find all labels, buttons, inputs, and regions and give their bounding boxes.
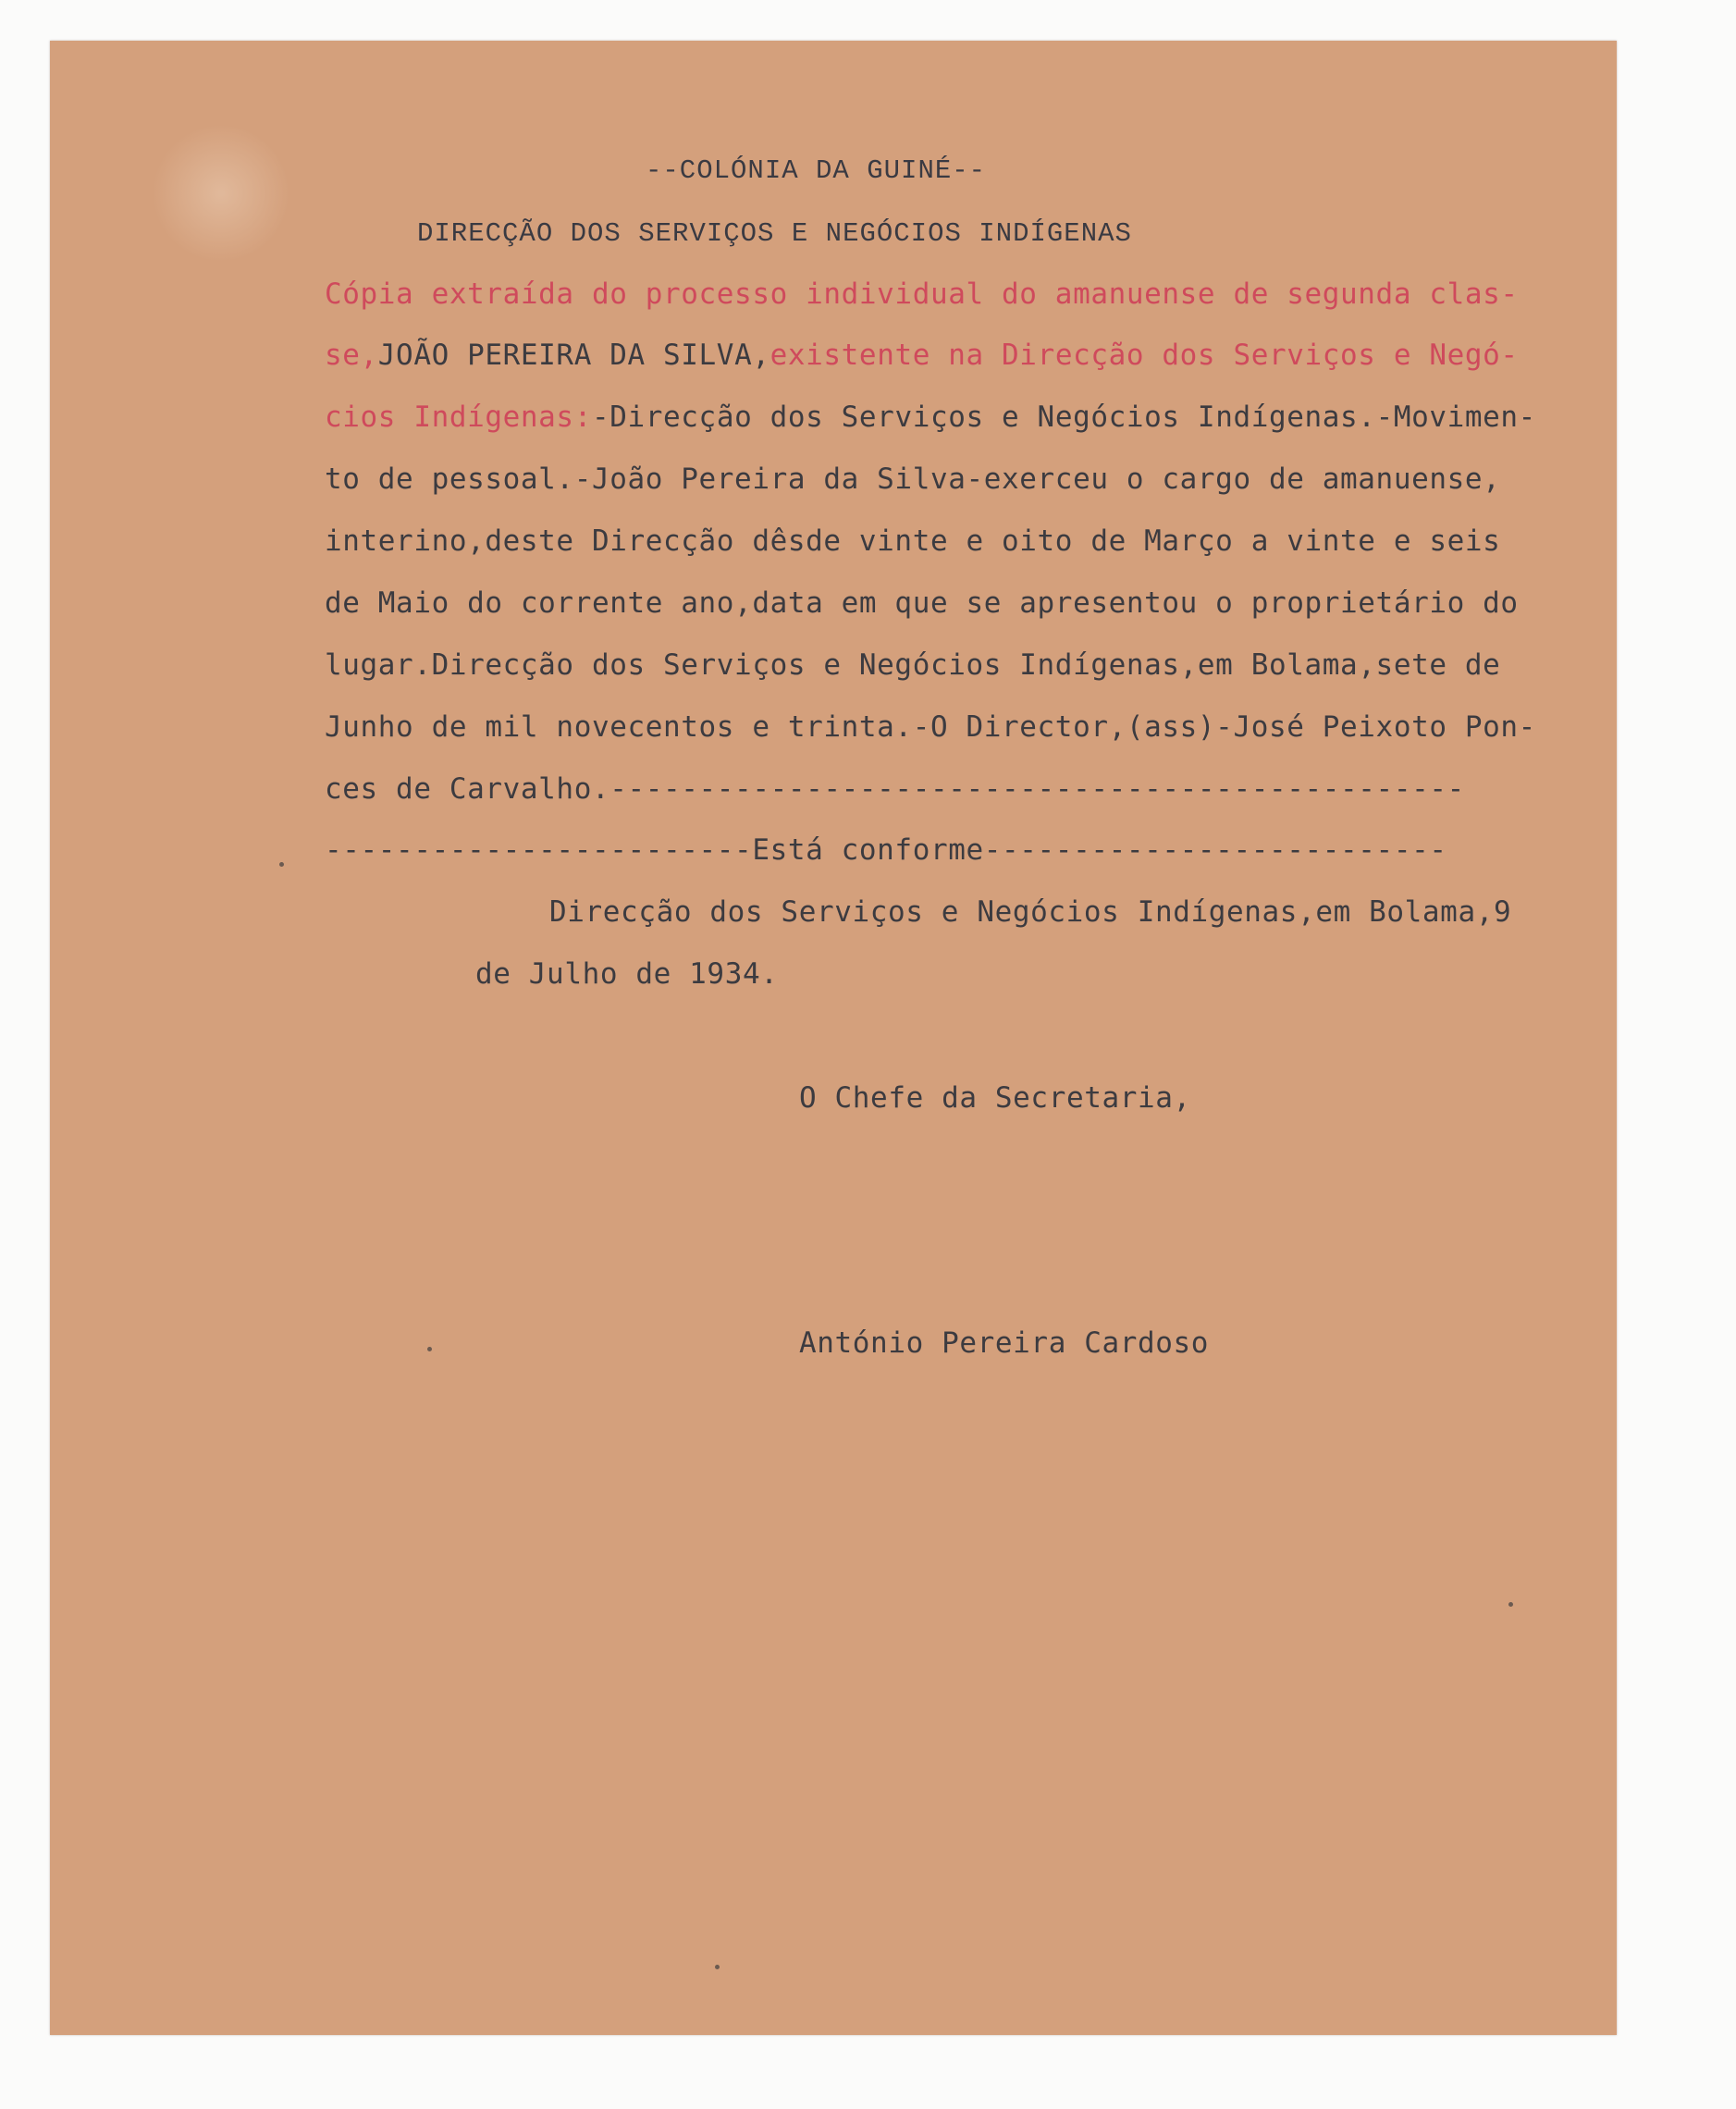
body-line-3-red: cios Indígenas:: [325, 401, 592, 434]
ink-speck: [1508, 1602, 1513, 1607]
clerk-name: JOÃO PEREIRA DA SILVA,: [377, 339, 770, 372]
body-line-8: Junho de mil novecentos e trinta.-O Director,(ass)-José Peixoto Pon-: [325, 710, 1536, 744]
body-line-2-start: se,: [325, 339, 378, 372]
signatory-title: O Chefe da Secretaria,: [799, 1081, 1191, 1115]
closing-line-2: de Julho de 1934.: [475, 957, 779, 991]
body-line-6: de Maio do corrente ano,data em que se apresentou o proprietário do: [325, 586, 1519, 620]
body-line-3-black: -Direcção dos Serviços e Negócios Indígenas.-Movimen-: [591, 401, 1536, 434]
document-page: [50, 41, 1617, 2035]
ink-speck: [715, 1965, 720, 1969]
body-line-1: Cópia extraída do processo individual do amanuense de segunda clas-: [325, 278, 1519, 311]
body-line-3: [325, 399, 1536, 436]
paper-stain: [152, 124, 290, 263]
body-line-9: ces de Carvalho.------------------------------------------------: [325, 772, 1465, 806]
signatory-name: António Pereira Cardoso: [799, 1326, 1210, 1360]
body-line-7: lugar.Direcção dos Serviços e Negócios Indígenas,em Bolama,sete de: [325, 648, 1501, 682]
body-line-2-end: existente na Direcção dos Serviços e Negó-: [770, 339, 1519, 372]
body-line-2: [325, 337, 1519, 374]
colony-title: --COLÓNIA DA GUINÉ--: [646, 155, 987, 186]
body-line-4: to de pessoal.-João Pereira da Silva-exerceu o cargo de amanuense,: [325, 462, 1501, 496]
closing-line-1: Direcção dos Serviços e Negócios Indígenas,em Bolama,9: [549, 895, 1512, 929]
body-line-5: interino,deste Direcção dêsde vinte e oito de Março a vinte e seis: [325, 524, 1501, 558]
ink-speck: [427, 1347, 432, 1351]
directorate-title: DIRECÇÃO DOS SERVIÇOS E NEGÓCIOS INDÍGENAS: [417, 218, 1132, 249]
ink-speck: [279, 862, 284, 867]
conforme-line: ------------------------Está conforme--------------------------: [325, 833, 1447, 867]
